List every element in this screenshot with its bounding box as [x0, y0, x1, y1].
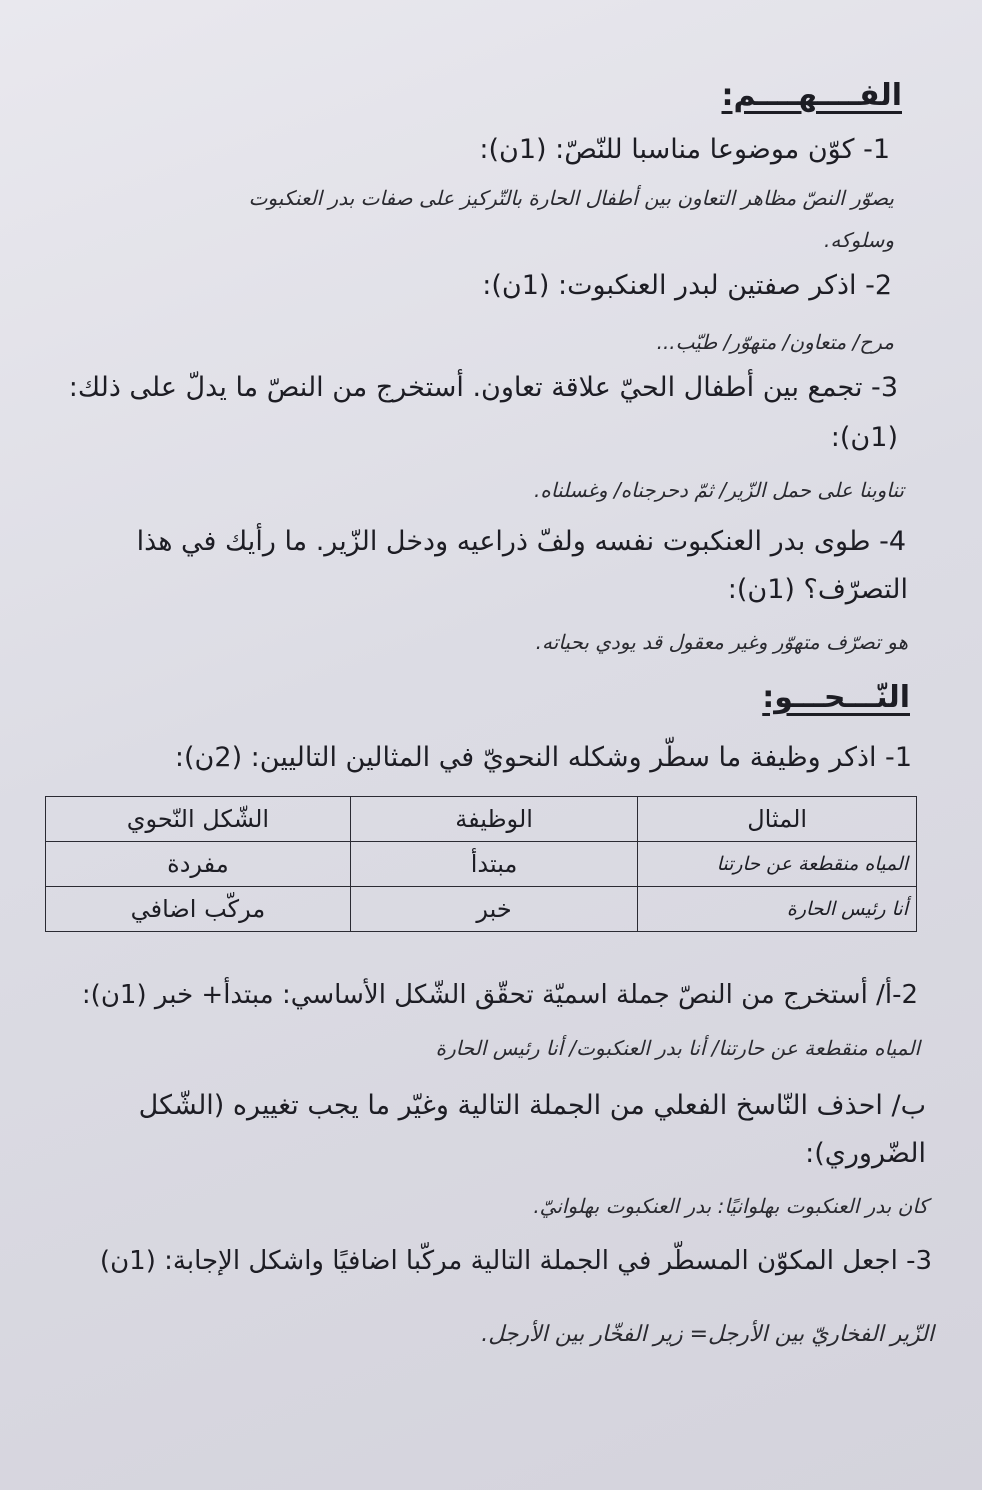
comprehension-question-4-line-2: التصرّف؟ (1ن): — [727, 574, 908, 605]
table-header-row — [46, 797, 917, 842]
comprehension-question-3-line-2: (1ن): — [830, 422, 898, 453]
table-header-form: الشّكل النّحوي — [46, 797, 351, 842]
grammar-answer-2a: المياه منقطعة عن حارتنا/ أنا بدر العنكبوت/ أنا رئيس الحارة — [435, 1036, 920, 1060]
grammar-answer-2b: كان بدر العنكبوت بهلوانيًا: بدر العنكبوت بهلوانيّ. — [533, 1194, 928, 1218]
comprehension-answer-4: هو تصرّف متهوّر وغير معقول قد يودي بحياته. — [535, 630, 908, 654]
grammar-question-3: 3- اجعل المكوّن المسطّر في الجملة التالية مركّبا اضافيًا واشكل الإجابة: (1ن) — [99, 1246, 932, 1276]
table-cell-form: مركّب اضافي — [46, 887, 351, 932]
table-row — [46, 887, 917, 932]
comprehension-question-4-line-1: 4- طوى بدر العنكبوت نفسه ولفّ ذراعيه ودخل الزّير. ما رأيك في هذا — [136, 526, 906, 557]
grammar-question-2b-line-2: الضّروري): — [805, 1138, 926, 1169]
table-header-example: المثال — [638, 797, 917, 842]
table-cell-example: المياه منقطعة عن حارتنا — [638, 842, 917, 887]
table-cell-function: مبتدأ — [350, 842, 637, 887]
table-cell-function: خبر — [350, 887, 637, 932]
grammar-question-2b-line-1: ب/ احذف النّاسخ الفعلي من الجملة التالية وغيّر ما يجب تغييره (الشّكل — [138, 1090, 926, 1121]
grammar-question-2a: 2-أ/ أستخرج من النصّ جملة اسميّة تحقّق الشّكل الأساسي: مبتدأ+ خبر (1ن): — [81, 980, 918, 1010]
comprehension-answer-1-line-2: وسلوكه. — [824, 228, 894, 252]
comprehension-heading: الفــــهــــم: — [721, 78, 902, 113]
comprehension-answer-3: تناوبنا على حمل الزّير/ ثمّ دحرجناه/ وغسلناه. — [534, 478, 904, 502]
table-row — [46, 842, 917, 887]
comprehension-question-1: 1- كوّن موضوعا مناسبا للنّصّ: (1ن): — [479, 134, 890, 165]
grammar-table — [45, 796, 917, 932]
comprehension-question-2: 2- اذكر صفتين لبدر العنكبوت: (1ن): — [482, 270, 892, 301]
comprehension-answer-2: مرح/ متعاون/ متهوّر/ طيّب... — [656, 330, 894, 354]
comprehension-question-3-line-1: 3- تجمع بين أطفال الحيّ علاقة تعاون. أستخرج من النصّ ما يدلّ على ذلك: — [68, 372, 898, 403]
comprehension-answer-1-line-1: يصوّر النصّ مظاهر التعاون بين أطفال الحارة بالتّركيز على صفات بدر العنكبوت — [248, 186, 894, 210]
grammar-answer-3: الزّير الفخاريّ بين الأرجل= زير الفخّار بين الأرجل. — [481, 1322, 934, 1347]
table-header-function: الوظيفة — [350, 797, 637, 842]
grammar-heading: النّـــحـــو: — [762, 680, 910, 715]
table-cell-form: مفردة — [46, 842, 351, 887]
grammar-question-1: 1- اذكر وظيفة ما سطّر وشكله النحويّ في المثالين التاليين: (2ن): — [174, 742, 912, 773]
table-cell-example: أنا رئيس الحارة — [638, 887, 917, 932]
